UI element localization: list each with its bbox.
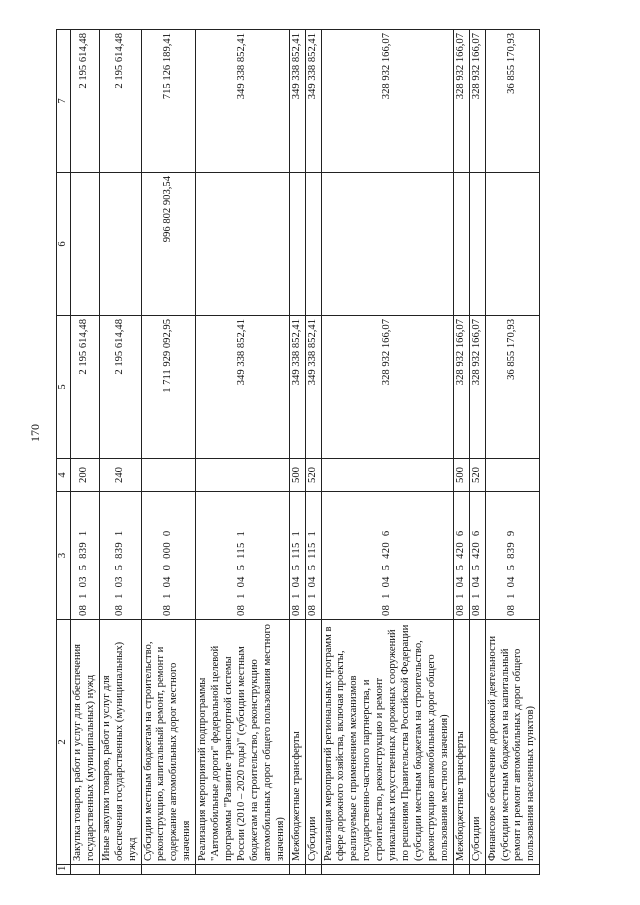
table-row	[99, 30, 141, 875]
row-col7: 2 195 614,48	[70, 30, 99, 173]
row-vr: 240	[99, 459, 141, 492]
row-name: Закупка товаров, работ и услуг для обеспечения государственных (муниципальных) нужд	[70, 620, 99, 865]
row-col5: 328 932 166,07	[469, 316, 485, 459]
row-col6	[469, 173, 485, 316]
row-col6	[70, 173, 99, 316]
table-row	[196, 30, 289, 875]
table-row	[70, 30, 99, 875]
row-code: 08 1 04 0 000 0	[141, 492, 196, 620]
row-col5: 349 338 852,41	[196, 316, 289, 459]
header-cell: 4	[57, 459, 71, 492]
row-col7: 328 932 166,07	[453, 30, 469, 173]
table-row	[485, 30, 540, 875]
row-col6	[289, 173, 305, 316]
row-code: 08 1 04 5 115 1	[196, 492, 289, 620]
table-row	[453, 30, 469, 875]
row-col5: 36 855 170,93	[485, 316, 540, 459]
row-col5: 328 932 166,07	[321, 316, 453, 459]
row-code: 08 1 04 5 420 6	[321, 492, 453, 620]
row-col6	[196, 173, 289, 316]
row-col7: 328 932 166,07	[469, 30, 485, 173]
row-col5: 2 195 614,48	[99, 316, 141, 459]
row-name: Субсидии	[469, 620, 485, 865]
header-cell: 5	[57, 316, 71, 459]
row-vr	[321, 459, 453, 492]
row-col6	[305, 173, 321, 316]
rotated-page-content	[56, 30, 581, 875]
table-row	[305, 30, 321, 875]
row-col6: 996 802 903,54	[141, 173, 196, 316]
header-cell: 3	[57, 492, 71, 620]
row-name: Субсидии	[305, 620, 321, 865]
row-col5: 1 711 929 092,95	[141, 316, 196, 459]
row-col7: 328 932 166,07	[321, 30, 453, 173]
row-vr	[196, 459, 289, 492]
row-col7: 36 855 170,93	[485, 30, 540, 173]
row-col7: 349 338 852,41	[289, 30, 305, 173]
row-col5: 328 932 166,07	[453, 316, 469, 459]
row-name: Межбюджетные трансферты	[289, 620, 305, 865]
row-col5: 2 195 614,48	[70, 316, 99, 459]
row-name: Финансовое обеспечение дорожной деятельности (субсидии местным бюджетам на капитальный ремонт и ремонт автомобильных дорог общего пользования населенных пунктов)	[485, 620, 540, 865]
row-col6	[485, 173, 540, 316]
row-col5: 349 338 852,41	[305, 316, 321, 459]
row-name: Межбюджетные трансферты	[453, 620, 469, 865]
page-number: 170	[28, 424, 42, 442]
row-code: 08 1 04 5 115 1	[289, 492, 305, 620]
row-col7: 349 338 852,41	[196, 30, 289, 173]
header-cell: 2	[57, 620, 71, 865]
row-code: 08 1 04 5 839 9	[485, 492, 540, 620]
row-col6	[321, 173, 453, 316]
header-cell: 7	[57, 30, 71, 173]
row-vr	[485, 459, 540, 492]
row-code: 08 1 03 5 839 1	[70, 492, 99, 620]
row-col7: 2 195 614,48	[99, 30, 141, 173]
row-col7: 349 338 852,41	[305, 30, 321, 173]
table-row	[469, 30, 485, 875]
row-vr	[141, 459, 196, 492]
table-row	[141, 30, 196, 875]
row-vr: 200	[70, 459, 99, 492]
header-cell: 6	[57, 173, 71, 316]
row-col6	[453, 173, 469, 316]
row-code: 08 1 03 5 839 1	[99, 492, 141, 620]
row-name: Реализация мероприятий подпрограммы "Автомобильные дороги" федеральной целевой программы "Развитие транспортной системы России (2010 – 2020 годы)" (субсидии местным бюджетам на строительство, реконструкцию автомобильных дорог общего пользования местного значения)	[196, 620, 289, 865]
row-vr: 500	[289, 459, 305, 492]
row-code: 08 1 04 5 420 6	[453, 492, 469, 620]
table-row	[321, 30, 453, 875]
row-col5: 349 338 852,41	[289, 316, 305, 459]
row-vr: 520	[305, 459, 321, 492]
row-name: Иные закупки товаров, работ и услуг для обеспечения государственных (муниципальных) нужд	[99, 620, 141, 865]
header-cell: 1	[57, 865, 71, 875]
row-col7: 715 126 189,41	[141, 30, 196, 173]
row-vr: 520	[469, 459, 485, 492]
row-vr: 500	[453, 459, 469, 492]
row-code: 08 1 04 5 420 6	[469, 492, 485, 620]
row-name: Субсидии местным бюджетам на строительство, реконструкцию, капитальный ремонт, ремонт и содержание автомобильных дорог местного значения	[141, 620, 196, 865]
row-code: 08 1 04 5 115 1	[305, 492, 321, 620]
budget-table	[56, 29, 540, 875]
header-row	[57, 30, 71, 875]
table-row	[289, 30, 305, 875]
row-col6	[99, 173, 141, 316]
row-name: Реализация мероприятий региональных программ в сфере дорожного хозяйства, включая проекты, реализуемые с применением механизмов государственно-частного партнерства, и строительство, реконструкцию и ремонт уникальных искусственных дорожных сооружений по решениям Правительства Российской Федерации (субсидии местным бюджетам на строительство, реконструкцию автомобильных дорог общего пользования местного значения)	[321, 620, 453, 865]
